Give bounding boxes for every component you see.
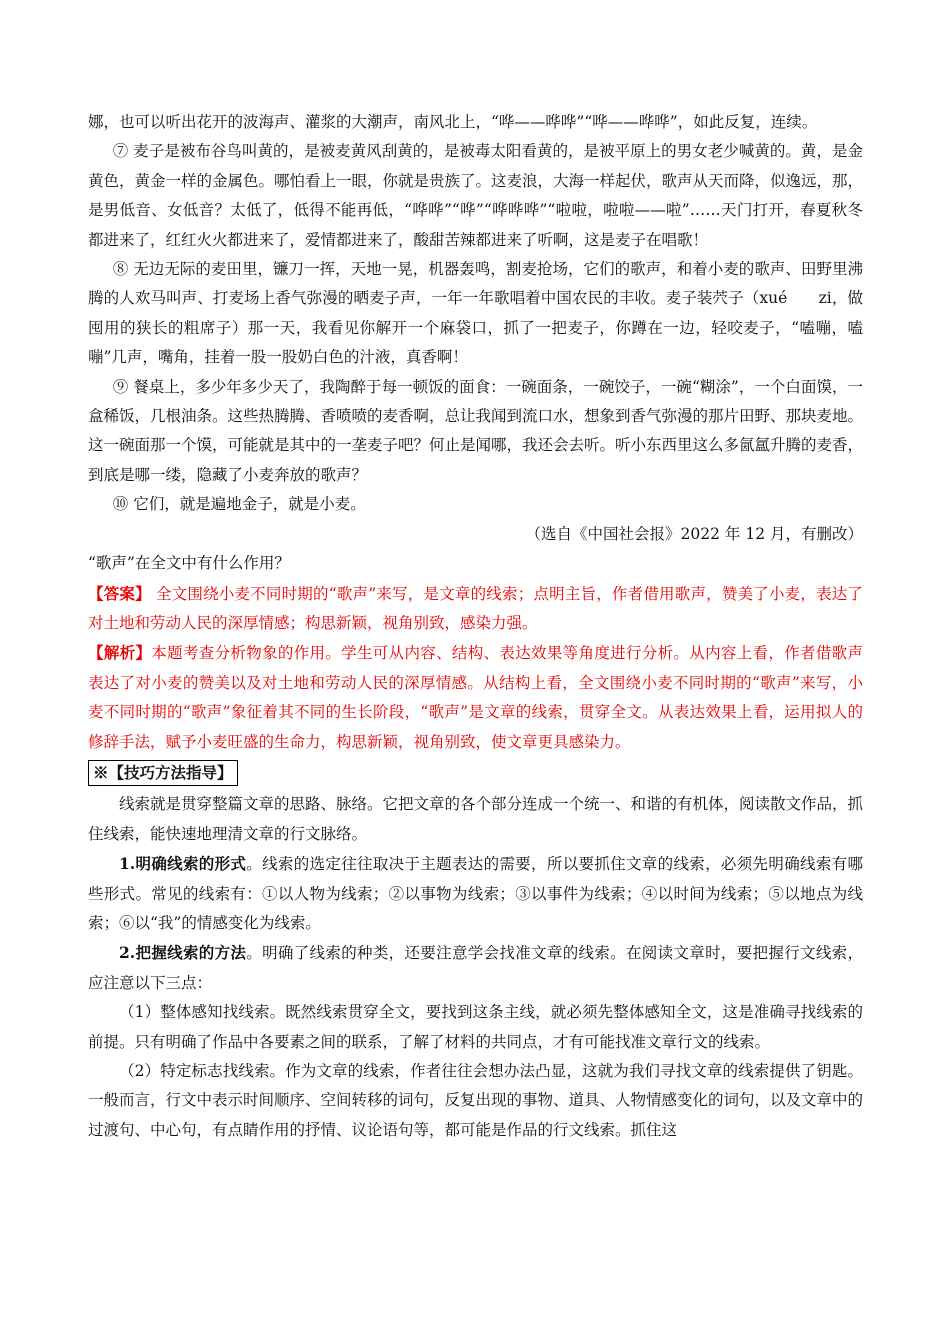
answer-text: 全文围绕小麦不同时期的“歌声”来写，是文章的线索；点明主旨，作者借用歌声，赞美了小麦，表达了对土地和劳动人民的深厚情感；构思新颖，视角别致，感染力强。	[88, 584, 863, 632]
passage-paragraph-7: ⑦ 麦子是被布谷鸟叫黄的，是被麦黄风刮黄的，是被毒太阳看黄的，是被平原上的男女老少喊黄的。黄，是金黄色，黄金一样的金属色。哪怕看上一眼，你就是贵族了。这麦浪，大海一样起伏，歌声从天而降，似逸远，那，是男低音、女低音？太低了，低得不能再低，“哗哗”“哗”“哗哗哗”“啦啦，啦啦——啦”……天门打开，春夏秋冬都进来了，红红火火都进来了，爱情都进来了，酸甜苦辣都进来了听啊，这是麦子在唱歌！	[88, 142, 864, 249]
guide-heading-row	[88, 759, 863, 788]
document-page	[88, 108, 863, 1145]
analysis-text: 本题考查分析物象的作用。学生可从内容、结构、表达效果等角度进行分析。从内容上看，作者借歌声表达了对小麦的赞美以及对土地和劳动人民的深厚情感。从结构上看，全文围绕小麦不同时期的“歌声”来写，小麦不同时期的“歌声”象征着其不同的生长阶段，“歌声”是文章的线索，贯穿全文。从表达效果上看，运用拟人的修辞手法，赋予小麦旺盛的生命力，构思新颖，视角别致，使文章更具感染力。	[88, 644, 863, 751]
question-text: “歌声”在全文中有什么作用？	[88, 554, 290, 573]
guide-point-2	[88, 938, 863, 998]
passage-paragraph-8: ⑧ 无边无际的麦田里，镰刀一挥，天地一晃，机器轰鸣，割麦抢场，它们的歌声，和着小麦的歌声、田野里沸腾的人欢马叫声、打麦场上香气弥漫的晒麦子声，一年一年歌唱着中国农民的丰收。麦子装茓子（xué zi，做囤用的狭长的粗席子）那一天，我看见你解开一个麻袋口，抓了一把麦子，你蹲在一边，轻咬麦子，“嗑嘣，嗑嘣”几声，嘴角，挂着一股一股奶白色的汁液，真香啊！	[88, 260, 863, 367]
guide-sub-point-1: （1）整体感知找线索。既然线索贯穿全文，要找到这条主线，就必须先整体感知全文，这是准确寻找线索的前提。只有明确了作品中各要素之间的联系，了解了材料的共同点，才有可能找准文章行文的线索。	[88, 1003, 863, 1051]
answer-block	[88, 579, 863, 639]
analysis-tag: 【解析】	[88, 643, 152, 663]
passage-paragraph-continued: 娜，也可以听出花开的波海声、灌浆的大潮声，南风北上，“哗——哗哗”“哗——哗哗”，如此反复，连续。	[88, 113, 818, 131]
guide-intro: 线索就是贯穿整篇文章的思路、脉络。它把文章的各个部分连成一个统一、和谐的有机体，阅读散文作品，抓住线索，能快速地理清文章的行文脉络。	[88, 795, 864, 843]
guide-heading: ※【技巧方法指导】	[88, 760, 238, 786]
guide-point-1	[88, 849, 863, 938]
passage-paragraph-10: ⑩ 它们，就是遍地金子，就是小麦。	[112, 495, 366, 514]
analysis-block	[88, 638, 863, 757]
source-citation: （选自《中国社会报》2022 年 12 月，有删改）	[525, 524, 863, 543]
point-1-text: 。线索的选定往往取决于主题表达的需要，所以要抓住文章的线索，必须先明确线索有哪些形式。常见的线索有：①以人物为线索；②以事物为线索；③以事件为线索；④以时间为线索；⑤以地点为线索；⑥以“我”的情感变化为线索。	[88, 855, 863, 932]
point-2-text: 。明确了线索的种类，还要注意学会找准文章的线索。在阅读文章时，要把握行文线索，应注意以下三点：	[88, 944, 863, 992]
answer-tag: 【答案】	[88, 583, 151, 603]
point-1-title: 1.明确线索的形式	[119, 854, 247, 874]
point-2-title: 2.把握线索的方法	[119, 943, 247, 963]
passage-paragraph-9: ⑨ 餐桌上，多少年多少天了，我陶醉于每一顿饭的面食：一碗面条，一碗饺子，一碗“糊涂”，一个白面馍，一盒稀饭，几根油条。这些热腾腾、香喷喷的麦香啊，总让我闻到流口水，想象到香气弥漫的那片田野、那块麦地。这一碗面那一个馍，可能就是其中的一垄麦子吧？何止是闻哪，我还会去听。听小东西里这么多氤氲升腾的麦香，到底是哪一缕，隐藏了小麦奔放的歌声？	[88, 377, 864, 484]
guide-sub-point-2: （2）特定标志找线索。作为文章的线索，作者往往会想办法凸显，这就为我们寻找文章的线索提供了钥匙。一般而言，行文中表示时间顺序、空间转移的词句，反复出现的事物、道具、人物情感变化的词句，以及文章中的过渡句、中心句，有点睛作用的抒情、议论语句等，都可能是作品的行文线索。抓住这	[88, 1062, 864, 1139]
